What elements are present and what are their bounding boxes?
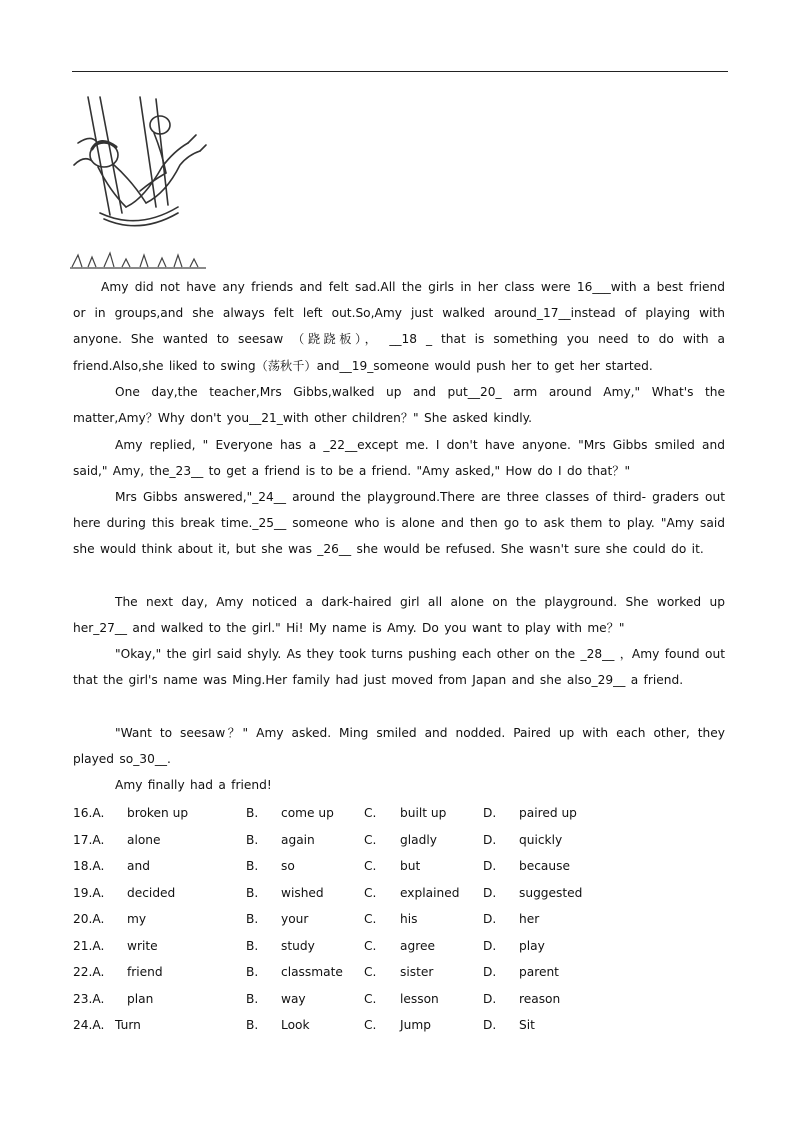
question-number: 18.A. <box>73 859 105 873</box>
option-c-label: C. <box>364 859 377 873</box>
option-d-label: D. <box>483 806 497 820</box>
question-number: 17.A. <box>73 832 105 847</box>
option-c-label: C. <box>364 1018 377 1032</box>
option-c-label: C. <box>364 912 377 926</box>
header-rule <box>72 71 728 72</box>
option-d-label: D. <box>483 965 497 979</box>
option-c: Jump <box>400 1018 431 1032</box>
option-d: her <box>519 912 540 926</box>
question-number: 21.A. <box>73 938 105 953</box>
option-b-label: B. <box>246 965 259 979</box>
option-b-label: B. <box>246 832 259 847</box>
option-a: decided <box>127 885 176 900</box>
option-row <box>73 880 633 907</box>
option-c-label: C. <box>364 885 377 900</box>
option-row <box>73 906 633 933</box>
option-b: your <box>281 912 309 926</box>
passage-paragraph-5: The next day, Amy noticed a dark-haired girl all alone on the playground. She worked up her_27__ and walked to the girl." Hi! My name is Amy. Do you want to play with me？" <box>73 595 725 636</box>
option-b-label: B. <box>246 1018 259 1032</box>
option-c: sister <box>400 965 434 979</box>
option-b-label: B. <box>246 912 259 926</box>
option-b-label: B. <box>246 991 259 1006</box>
option-c: lesson <box>400 991 439 1006</box>
option-d-label: D. <box>483 938 497 953</box>
option-a: my <box>127 912 147 926</box>
option-c: built up <box>400 806 447 820</box>
passage-paragraph-1: Amy did not have any friends and felt sad.All the girls in her class were 16___with a best friend or in groups,and she always felt left out.So,Amy just walked around_17__instead of playing with anyone. She wanted to seesaw （跷跷板）， __18 _ that is something you need to do with a friend.Also,she liked to swing（荡秋千）and__19_someone would push her to get her started. <box>73 280 725 373</box>
passage-paragraph-3: Amy replied, " Everyone has a _22__except me. I don't have anyone. "Mrs Gibbs smiled and said," Amy, the_23__ to get a friend is to be a friend. "Amy asked," How do I do that？" <box>73 438 725 479</box>
option-row <box>73 933 633 960</box>
option-c-label: C. <box>364 832 377 847</box>
option-a: Turn <box>115 1018 141 1032</box>
option-c: his <box>400 912 418 926</box>
option-a: and <box>127 859 150 873</box>
option-b: classmate <box>281 965 343 979</box>
option-b-label: B. <box>246 859 259 873</box>
option-a: write <box>127 938 158 953</box>
option-d: paired up <box>519 806 577 820</box>
option-row <box>73 986 633 1013</box>
option-c-label: C. <box>364 991 377 1006</box>
passage-paragraph-4: Mrs Gibbs answered,"_24__ around the playground.There are three classes of third- graders out here during this break time._25__ someone who is alone and then go to ask them to play. "Amy said she would think about it, but she was _26__ she would be refused. She wasn't sure she could do it. <box>73 490 725 557</box>
option-a: plan <box>127 991 154 1006</box>
option-d-label: D. <box>483 991 497 1006</box>
option-d-label: D. <box>483 912 497 926</box>
option-d-label: D. <box>483 1018 497 1032</box>
option-c: gladly <box>400 832 437 847</box>
option-a: alone <box>127 832 161 847</box>
option-d-label: D. <box>483 832 497 847</box>
option-b: so <box>281 859 295 873</box>
option-b: way <box>281 991 306 1006</box>
option-c-label: C. <box>364 806 377 820</box>
option-c-label: C. <box>364 965 377 979</box>
option-b: come up <box>281 806 334 820</box>
option-d: suggested <box>519 885 583 900</box>
question-number: 20.A. <box>73 912 105 926</box>
question-number: 24.A. <box>73 1018 105 1032</box>
passage-paragraph-7: "Want to seesaw？" Amy asked. Ming smiled and nodded. Paired up with each other, they played so_30__. <box>73 726 725 767</box>
option-c: explained <box>400 885 460 900</box>
option-d: reason <box>519 991 561 1006</box>
question-number: 16.A. <box>73 806 105 820</box>
option-d-label: D. <box>483 885 497 900</box>
option-c: agree <box>400 938 435 953</box>
option-b: wished <box>281 885 324 900</box>
option-b: again <box>281 832 315 847</box>
option-c: but <box>400 859 421 873</box>
option-d: quickly <box>519 832 563 847</box>
option-row <box>73 853 633 880</box>
option-b-label: B. <box>246 938 259 953</box>
question-number: 22.A. <box>73 965 105 979</box>
question-number: 23.A. <box>73 991 105 1006</box>
option-d: play <box>519 938 545 953</box>
option-b: Look <box>281 1018 310 1032</box>
option-a: friend <box>127 965 163 979</box>
option-row <box>73 1012 633 1039</box>
option-row <box>73 800 633 827</box>
option-b-label: B. <box>246 806 259 820</box>
girls-on-swing-illustration <box>70 95 210 273</box>
option-d: parent <box>519 965 559 979</box>
option-d: Sit <box>519 1018 535 1032</box>
passage-paragraph-8: Amy finally had a friend! <box>115 778 272 792</box>
question-number: 19.A. <box>73 885 105 900</box>
option-row <box>73 827 633 854</box>
option-d-label: D. <box>483 859 497 873</box>
option-b: study <box>281 938 315 953</box>
passage-paragraph-6: "Okay," the girl said shyly. As they took turns pushing each other on the _28__ ，Amy found out that the girl's name was Ming.Her family had just moved from Japan and she also_29__ a friend. <box>73 647 725 688</box>
option-c-label: C. <box>364 938 377 953</box>
passage-paragraph-2: One day,the teacher,Mrs Gibbs,walked up and put__20_ arm around Amy," What's the matter,Amy？Why don't you__21_with other children？" She asked kindly. <box>73 385 725 426</box>
option-b-label: B. <box>246 885 259 900</box>
option-d: because <box>519 859 570 873</box>
option-a: broken up <box>127 806 189 820</box>
option-row <box>73 959 633 986</box>
answer-options <box>73 800 633 1039</box>
